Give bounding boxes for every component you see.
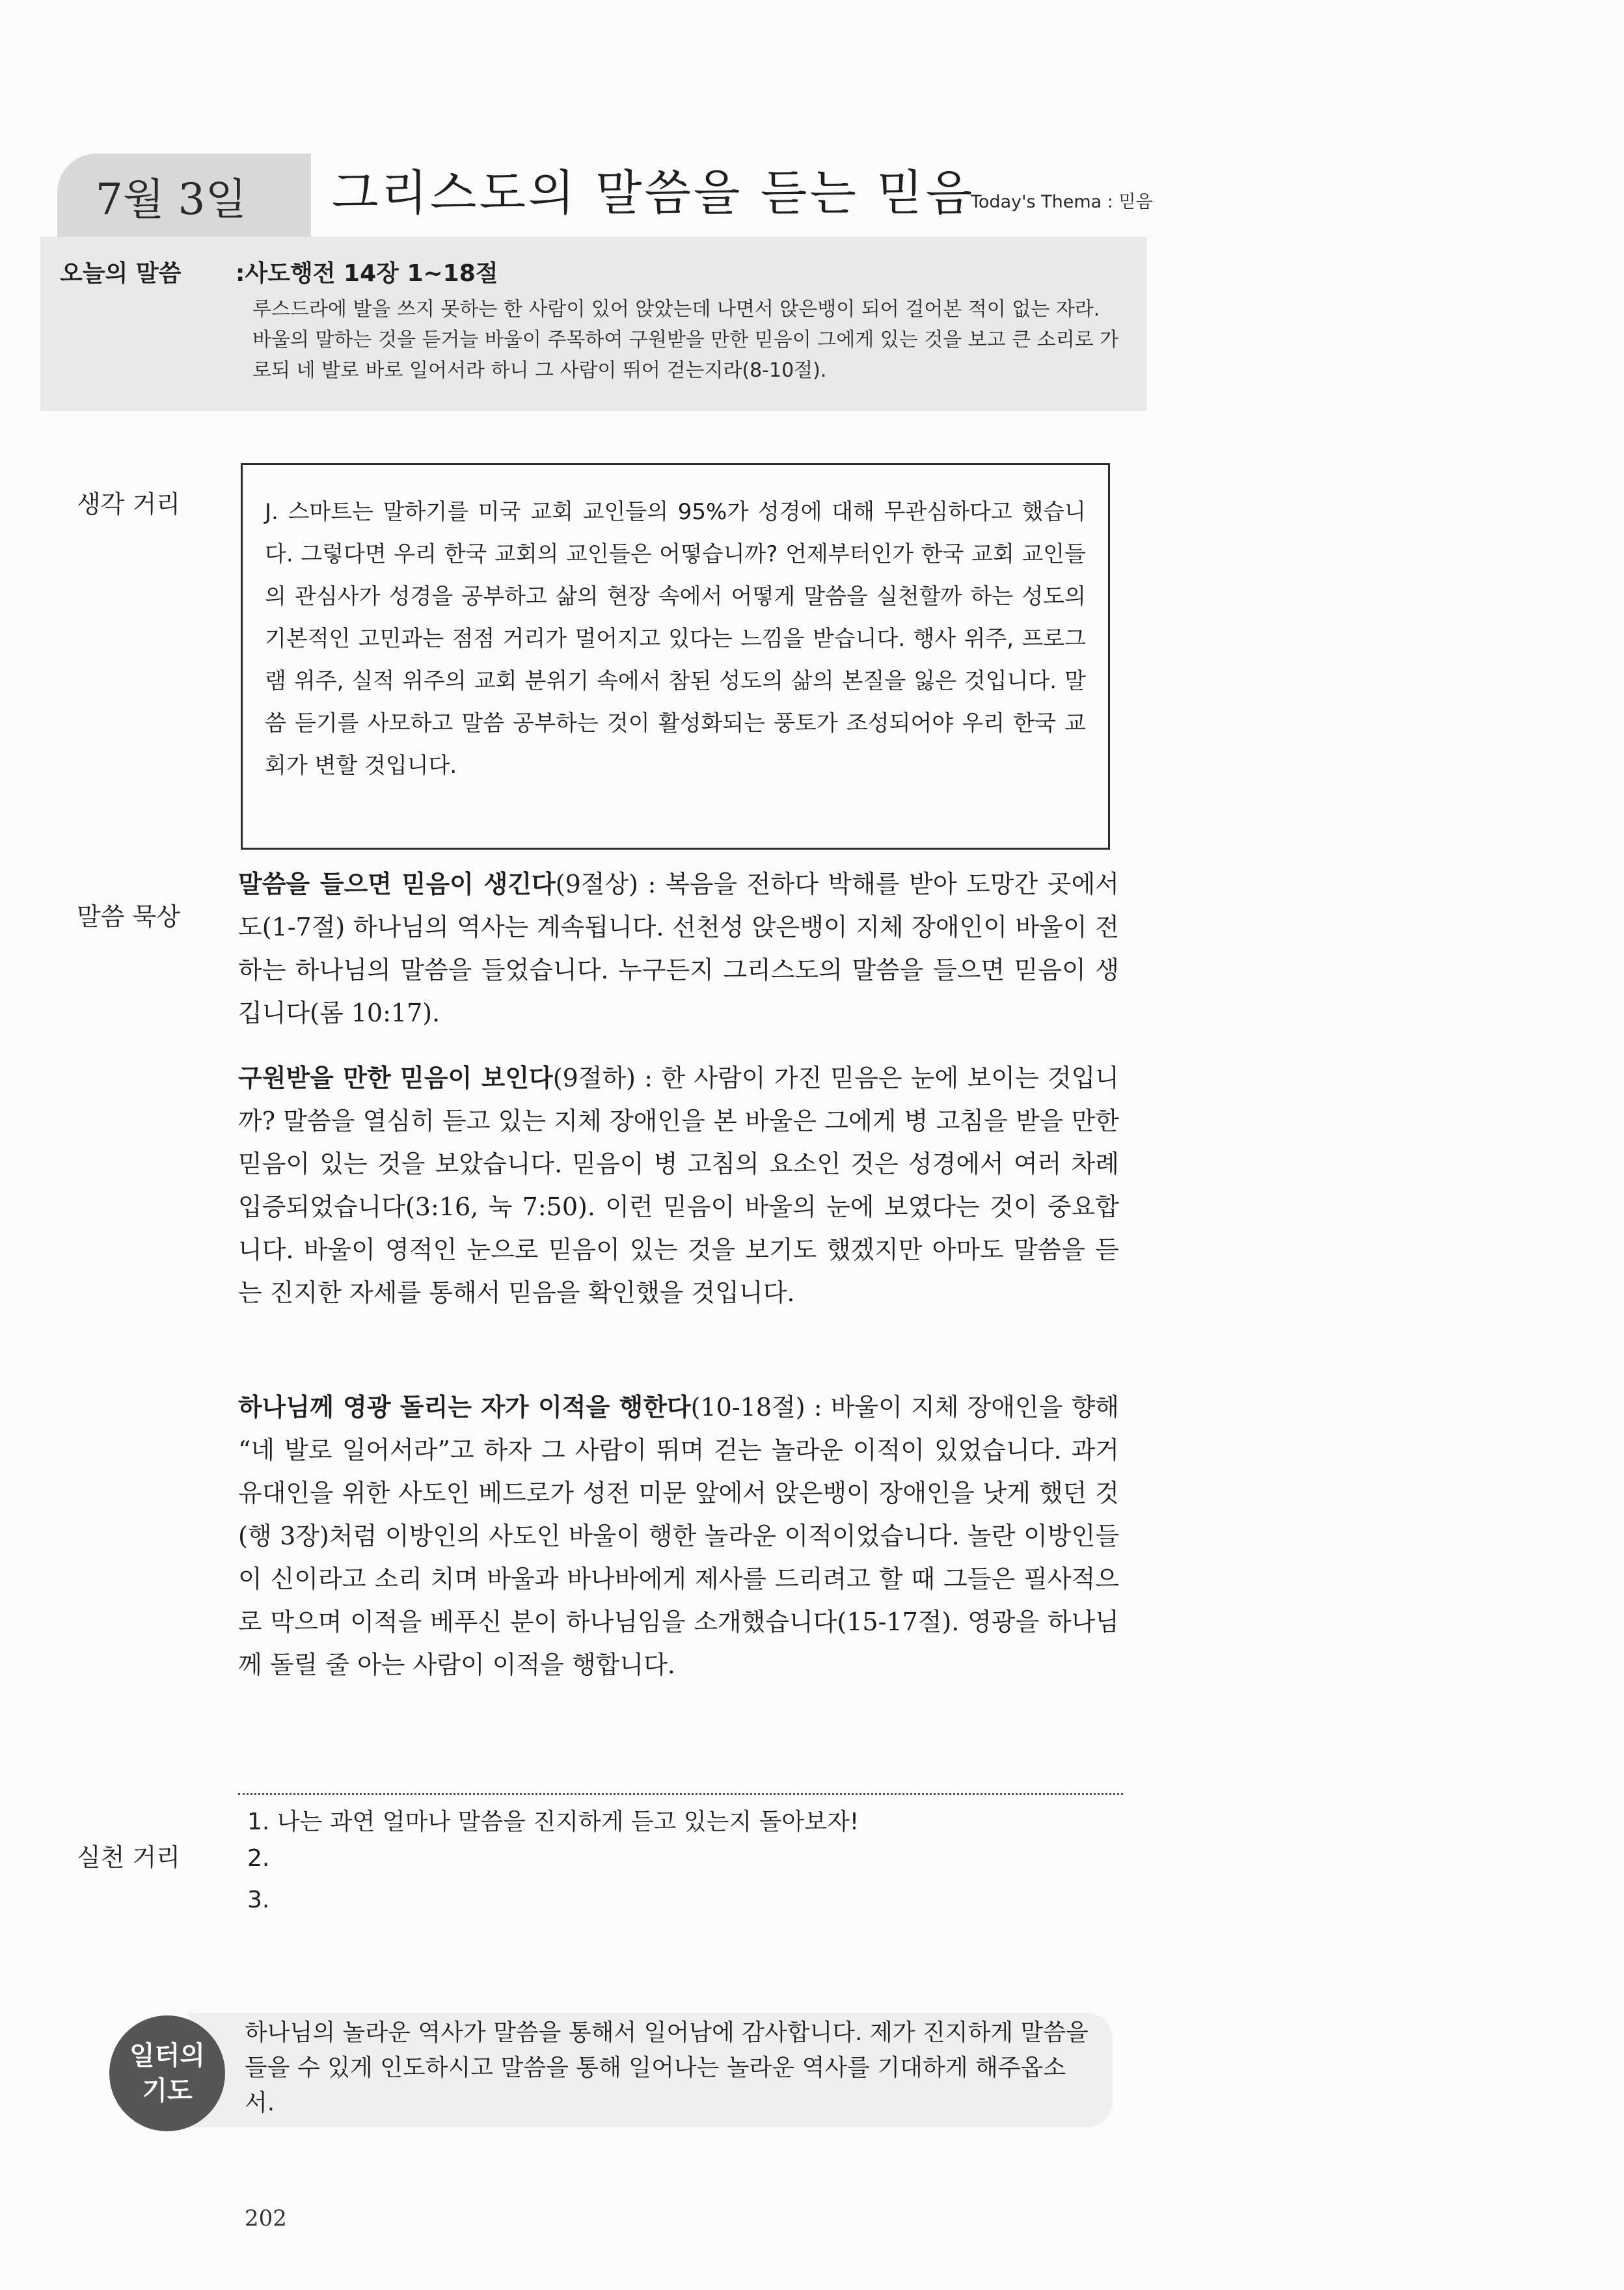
meditation-paragraph-3 — [238, 1386, 1119, 1686]
practice-item-2: 2. — [247, 1845, 270, 1872]
meditation-paragraph-2 — [238, 1057, 1119, 1314]
meditation-body-1: (9절상) : 복음을 전하다 박해를 받아 도망간 곳에서도(1-7절) 하나님의 역사는 계속됩니다. 선천성 앉은뱅이 지체 장애인이 바울이 전하는 하나님의 말씀을 들었습니다. 누구든지 그리스도의 말씀을 들으면 믿음이 생깁니다(롬 10:17). — [238, 870, 1120, 1027]
meditation-heading-3: 하나님께 영광 돌리는 자가 이적을 행한다 — [238, 1393, 691, 1421]
practice-item-3: 3. — [247, 1887, 270, 1913]
practice-item-1: 1. 나는 과연 얼마나 말씀을 진지하게 듣고 있는지 돌아보자! — [247, 1809, 859, 1835]
practice-label: 실천 거리 — [77, 1843, 180, 1872]
prayer-badge — [109, 2015, 225, 2131]
verse-reference: :사도행전 14장 1~18절 — [236, 260, 498, 287]
prayer-badge-line2: 기도 — [142, 2076, 193, 2106]
prayer-badge-line1: 일터의 — [129, 2041, 205, 2071]
meditation-body-3: (10-18절) : 바울이 지체 장애인을 향해 “네 발로 일어서라”고 하자 그 사람이 뛰며 걷는 놀라운 이적이 있었습니다. 과거 유대인을 위한 사도인 베드로가 성전 미문 앞에서 앉은뱅이 장애인을 낫게 했던 것(행 3장)처럼 이방인의 사도인 바울이 행한 놀라운 이적이었습니다. 놀란 이방인들이 신이라고 소리 치며 바울과 바나바에게 제사를 드리려고 할 때 그들은 필사적으로 막으며 이적을 베푸신 분이 하나님임을 소개했습니다(15-17절). 영광을 하나님께 돌릴 줄 아는 사람이 이적을 행합니다. — [238, 1393, 1119, 1679]
page-title: 그리스도의 말씀을 듣는 믿음 — [332, 165, 975, 221]
think-body: J. 스마트는 말하기를 미국 교회 교인들의 95%가 성경에 대해 무관심하다고 했습니다. 그렇다면 우리 한국 교회의 교인들은 어떻습니까? 언제부터인가 한국 교회 교인들의 관심사가 성경을 공부하고 삶의 현장 속에서 어떻게 말씀을 실천할까 하는 성도의 기본적인 고민과는 점점 거리가 멀어지고 있다는 느낌을 받습니다. 행사 위주, 프로그램 위주, 실적 위주의 교회 분위기 속에서 참된 성도의 삶의 본질을 잃은 것입니다. 말씀 듣기를 사모하고 말씀 공부하는 것이 활성화되는 풍토가 조성되어야 우리 한국 교회가 변할 것입니다. — [265, 499, 1086, 779]
verse-label: 오늘의 말씀 — [60, 260, 182, 287]
divider — [238, 1793, 1123, 1795]
today-thema: Today's Thema : 믿음 — [971, 192, 1153, 212]
page-number: 202 — [245, 2205, 287, 2231]
date-tab — [57, 154, 311, 237]
think-box — [241, 463, 1110, 850]
meditation-paragraph-1 — [238, 863, 1119, 1034]
date-label: 7월 3일 — [95, 174, 247, 224]
meditation-body-2: (9절하) : 한 사람이 가진 믿음은 눈에 보이는 것입니까? 말씀을 열심히 듣고 있는 지체 장애인을 본 바울은 그에게 병 고침을 받을 만한 믿음이 있는 것을 보았습니다. 믿음이 병 고침의 요소인 것은 성경에서 여러 차례 입증되었습니다(3:16, 눅 7:50). 이런 믿음이 바울의 눈에 보였다는 것이 중요합니다. 바울이 영적인 눈으로 믿음이 있는 것을 보기도 했겠지만 아마도 말씀을 듣는 진지한 자세를 통해서 믿음을 확인했을 것입니다. — [238, 1064, 1120, 1307]
meditation-heading-2: 구원받을 만한 믿음이 보인다 — [238, 1064, 553, 1092]
verse-body: 루스드라에 발을 쓰지 못하는 한 사람이 있어 앉았는데 나면서 앉은뱅이 되어 걸어본 적이 없는 자라. 바울의 말하는 것을 듣거늘 바울이 주목하여 구원받을 만한 믿음이 그에게 있는 것을 보고 큰 소리로 가로되 네 발로 바로 일어서라 하니 그 사람이 뛰어 걷는지라(8-10절). — [252, 298, 1119, 382]
meditation-label: 말씀 묵상 — [77, 902, 180, 931]
meditation-heading-1: 말씀을 들으면 믿음이 생긴다 — [238, 870, 556, 898]
think-label: 생각 거리 — [77, 490, 180, 519]
prayer-body: 하나님의 놀라운 역사가 말씀을 통해서 일어남에 감사합니다. 제가 진지하게 말씀을 들을 수 있게 인도하시고 말씀을 통해 일어나는 놀라운 역사를 기대하게 해주옵소서. — [245, 2019, 1089, 2116]
